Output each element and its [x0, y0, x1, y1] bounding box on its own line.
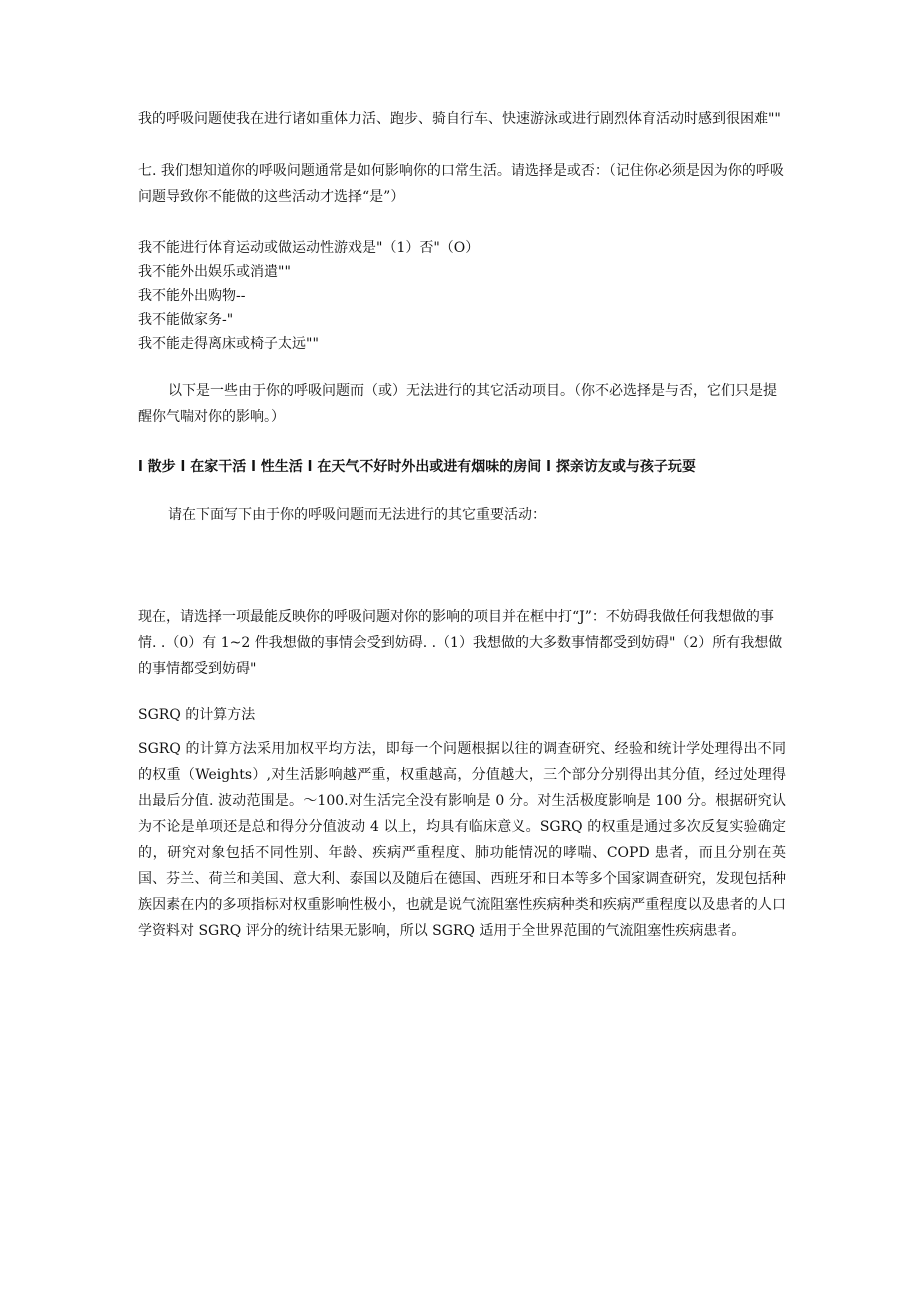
- activities-list: l 散步 l 在家干活 l 性生活 l 在天气不好时外出或进有烟味的房间 l 探亲访友或与孩子玩耍: [138, 459, 696, 475]
- list-item: 我不能进行体育运动或做运动性游戏是"（1）否"（O）: [138, 240, 480, 256]
- yes-no-list: [138, 236, 786, 356]
- document-page: [138, 106, 786, 944]
- calculation-method-paragraph: SGRQ 的计算方法采用加权平均方法，即每一个问题根据以往的调查研究、经验和统计学处理得出不同的权重（Weights）,对生活影响越严重，权重越高，分值越大，三个部分分别得出其分值，经过处理得出最后分值. 波动范围是。～100.对生活完全没有影响是 0 分。对生活极度影响是 100 分。根据研究认为不论是单项还是总和得分分值波动 4 以上，均具有临床意义。SGRQ 的权重是通过多次反复实验确定的，研究对象包括不同性别、年龄、疾病严重程度、肺功能情况的哮喘、COPD 患者，而且分别在英国、芬兰、荷兰和美国、意大利、泰国以及随后在德国、西班牙和日本等多个国家调查研究，发现包括种族因素在内的多项指标对权重影响性极小，也就是说气流阻塞性疾病种类和疾病严重程度以及患者的人口学资料对 SGRQ 评分的统计结果无影响，所以 SGRQ 适用于全世界范围的气流阻塞性疾病患者。: [138, 741, 786, 939]
- list-item: 我不能走得离床或椅子太远"": [138, 336, 319, 352]
- writing-space: [138, 528, 786, 604]
- section-heading: SGRQ 的计算方法: [138, 707, 256, 723]
- other-activities-intro: 以下是一些由于你的呼吸问题而（或）无法进行的其它活动项目。（你不必选择是与否，它们只是提醒你气喘对你的影响。）: [138, 383, 777, 425]
- write-other-activities-prompt: 请在下面写下由于你的呼吸问题而无法进行的其它重要活动：: [168, 507, 546, 523]
- list-item: 我不能外出娱乐或消遣"": [138, 264, 291, 280]
- breathing-difficulty-paragraph: 我的呼吸问题使我在进行诸如重体力活、跑步、骑自行车、快速游泳或进行剧烈体育活动时感到很困难"": [138, 111, 781, 127]
- list-item: 我不能做家务-": [138, 312, 234, 328]
- list-item: 我不能外出购物--: [138, 288, 246, 304]
- question-7: 七. 我们想知道你的呼吸问题通常是如何影响你的口常生活。请选择是或否：（记住你必须是因为你的呼吸问题导致你不能做的这些活动才选择“是”）: [138, 163, 784, 205]
- choose-impact-item: 现在，请选择一项最能反映你的呼吸问题对你的影响的项目并在框中打“J”：不妨碍我做任何我想做的事情. .（0）有 1~2 件我想做的事情会受到妨碍. .（1）我想做的大多数事情都受到妨碍"（2）所有我想做的事情都受到妨碍": [138, 609, 783, 677]
